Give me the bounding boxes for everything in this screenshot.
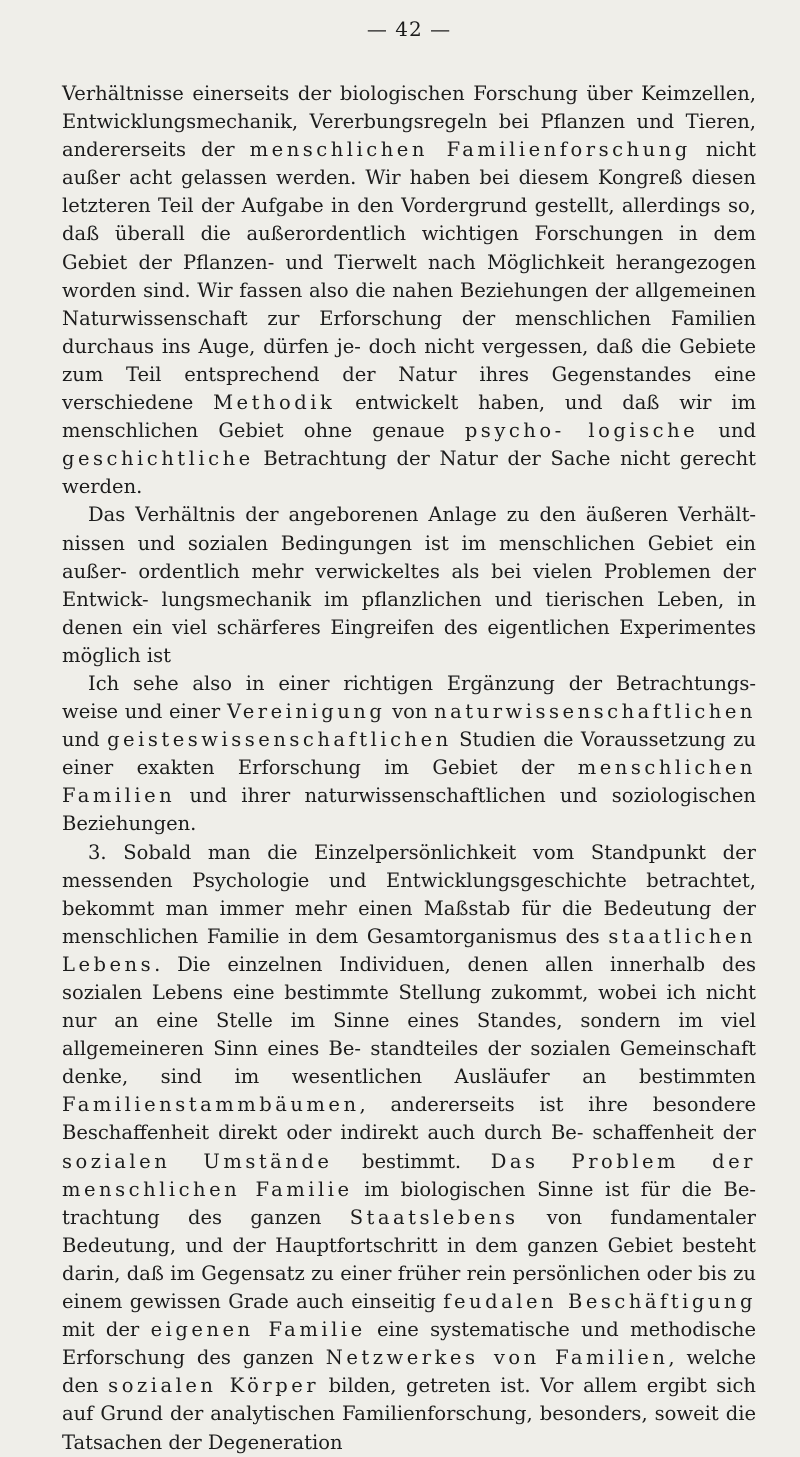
spaced-emphasis-text: Das Problem der menschlichen Familie <box>62 1149 757 1201</box>
spaced-emphasis-text: sozialen Körper <box>108 1374 320 1398</box>
spaced-emphasis-text: menschlichen Familienforschung <box>249 138 691 162</box>
paragraph <box>62 80 756 501</box>
text-run: eine systematische und methodische Erforschung des ganzen <box>62 1318 756 1370</box>
text-run: bilden, getreten ist. Vor allem ergibt sich auf Grund der analytischen Familienforschung, besonders, soweit die Tatsachen der Degeneration <box>62 1374 756 1454</box>
text-run: von fundamentaler Bedeutung, und der Hauptfortschritt in dem ganzen Gebiet besteht darin, daß im Gegensatz zu einer früher rein persönlichen oder bis zu einem gewissen Grade auch einseitig <box>62 1205 756 1314</box>
text-run: im biologischen Sinne ist für die Be- trachtung des ganzen <box>62 1177 756 1229</box>
text-run: und ihrer naturwissenschaftlichen und soziologischen Beziehungen. <box>62 784 756 836</box>
text-run: Das Verhältnis der angeborenen Anlage zu den äußeren Verhält- nissen und sozialen Bedingungen ist im menschlichen Gebiet ein außer- ordentlich mehr verwickeltes als bei vielen Problemen der Entwick- lungsmechanik im pflanzlichen und tierischen Leben, in denen ein viel schärferes Eingreifen des eigentlichen Experimentes möglich ist <box>62 503 756 667</box>
text-run: entwickelt haben, und daß wir im menschlichen Gebiet ohne genaue <box>62 391 756 443</box>
spaced-emphasis-text: geisteswissenschaftlichen <box>107 728 452 752</box>
spaced-emphasis-text: sozialen Umstände <box>62 1149 333 1173</box>
text-run: Studien die Voraussetzung zu einer exakten Erforschung im Gebiet der <box>62 728 756 780</box>
text-run: Ich sehe also in einer richtigen Ergänzung der Betrachtungs- weise und einer <box>62 671 756 724</box>
text-run: , andererseits ist ihre besondere Beschaffenheit direkt oder indirekt auch durch Be- schaffenheit der <box>62 1093 756 1145</box>
text-run: 3. Sobald man die Einzelpersönlichkeit vom Standpunkt der messenden Psychologie und Entwicklungsgeschichte betrachtet, bekommt man immer mehr einen Maßstab für die Bedeutung der menschlichen Familie in dem Gesamtorganismus des <box>62 840 756 948</box>
text-run: nicht außer acht gelassen werden. Wir haben bei diesem Kongreß diesen letzteren Teil der Aufgabe in den Vordergrund gestellt, allerdings so, daß überall die außerordentlich wichtigen Forschungen in dem Gebiet der Pflanzen- und Tierwelt nach Möglichkeit herangezogen worden sind. Wir fassen also die nahen Beziehungen der allgemeinen Naturwissenschaft zur Erforschung der menschlichen Familien durchaus ins Auge, dürfen je- doch nicht vergessen, daß die Gebiete zum Teil entsprechend der Natur ihres Gegenstandes eine verschiedene <box>62 138 757 415</box>
spaced-emphasis-text: eigenen Familie <box>150 1318 366 1342</box>
body-text <box>62 80 756 1457</box>
spaced-emphasis-text: geschichtliche <box>62 447 254 471</box>
spaced-emphasis-text: naturwissenschaftlichen <box>434 700 756 724</box>
paragraph <box>62 670 756 839</box>
text-run: Verhältnisse einerseits der biologischen Forschung über Keimzellen, Entwicklungsmechanik, Vererbungsregeln bei Pflanzen und Tieren, andererseits der <box>62 82 756 162</box>
page-number: — 42 — <box>366 17 452 41</box>
text-run: mit der <box>62 1318 151 1342</box>
text-run: von <box>385 700 435 724</box>
paragraph <box>62 839 756 1457</box>
spaced-emphasis-text: psycho- logische <box>464 419 699 443</box>
text-run: und <box>62 728 108 752</box>
spaced-emphasis-text: Netzwerkes von Familien <box>325 1346 669 1370</box>
spaced-emphasis-text: Familienstammbäumen <box>62 1093 360 1117</box>
text-run: , welche den <box>62 1346 756 1398</box>
spaced-emphasis-text: menschlichen Familien <box>62 756 756 808</box>
text-run: . Die einzelnen Individuen, denen allen innerhalb des sozialen Lebens eine bestimmte Stellung zukommt, wobei ich nicht nur an eine Stelle im Sinne eines Standes, sondern im viel allgemeineren Sinn eines Be- standteiles der sozialen Gemeinschaft denke, sind im wesentlichen Ausläufer an bestimmten <box>62 952 756 1089</box>
paragraph <box>62 501 756 670</box>
spaced-emphasis-text: feudalen Beschäftigung <box>443 1290 756 1314</box>
spaced-emphasis-text: Vereinigung <box>226 700 386 724</box>
spaced-emphasis-text: staatlichen Lebens <box>62 924 756 976</box>
text-run: und <box>698 419 756 443</box>
spaced-emphasis-text: Methodik <box>213 391 336 415</box>
spaced-emphasis-text: Staatslebens <box>349 1205 519 1229</box>
text-run: bestimmt. <box>332 1149 491 1173</box>
text-run: Betrachtung der Natur der Sache nicht gerecht werden. <box>62 447 756 499</box>
